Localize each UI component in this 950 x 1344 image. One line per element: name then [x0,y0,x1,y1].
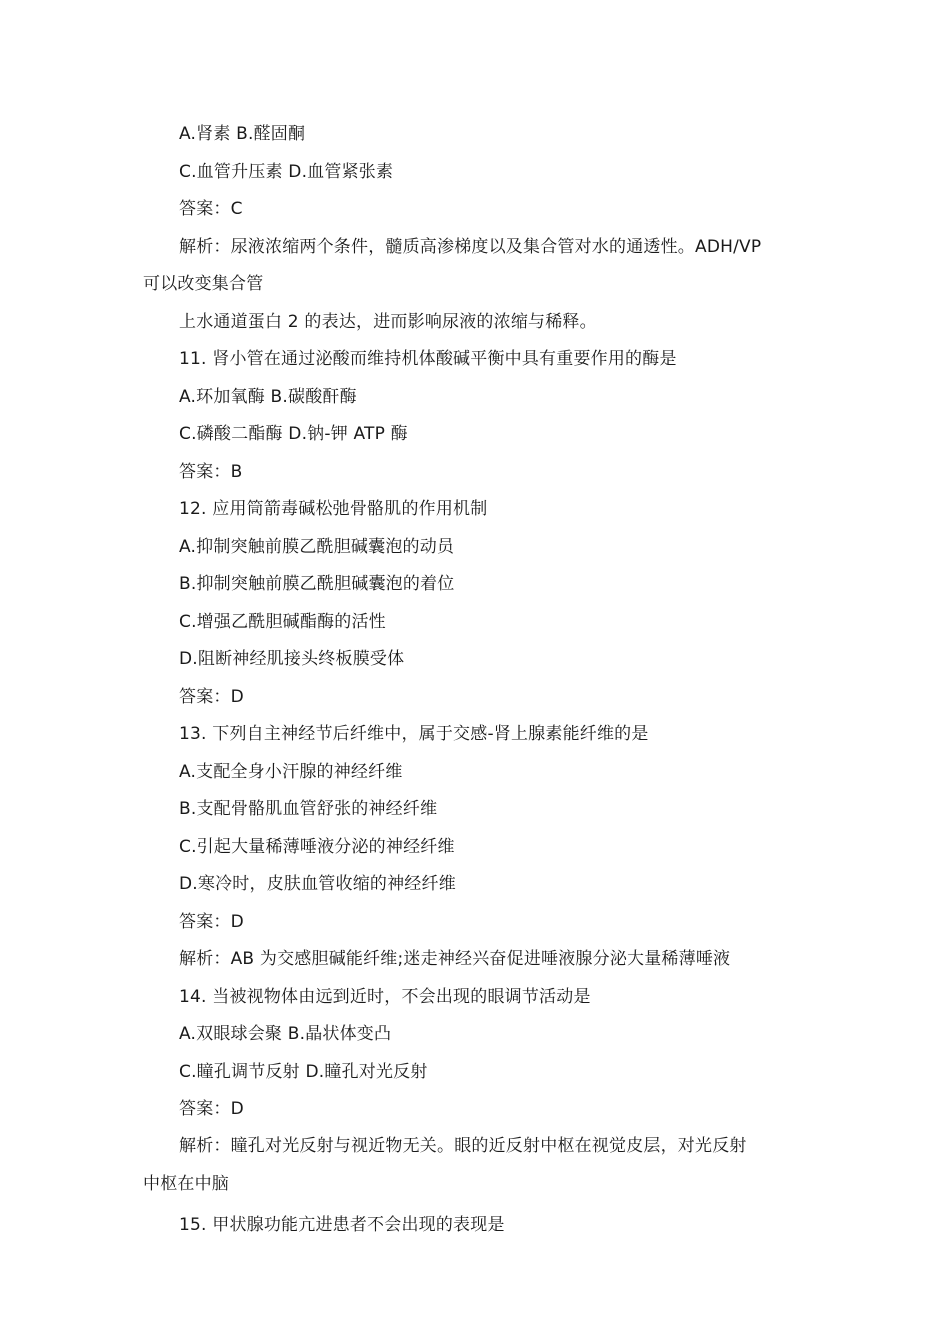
question-line: 12. 应用筒箭毒碱松弛骨骼肌的作用机制 [179,499,488,519]
option-line: C.瞳孔调节反射 D.瞳孔对光反射 [179,1062,428,1082]
explanation-line: 解析：尿液浓缩两个条件，髓质高渗梯度以及集合管对水的通透性。ADH/VP [179,237,762,257]
option-line: A.肾素 B.醛固酮 [179,124,306,144]
question-line: 11. 肾小管在通过泌酸而维持机体酸碱平衡中具有重要作用的酶是 [179,349,677,369]
option-line: D.寒冷时，皮肤血管收缩的神经纤维 [179,874,456,894]
option-line: A.抑制突触前膜乙酰胆碱囊泡的动员 [179,537,455,557]
option-line: C.引起大量稀薄唾液分泌的神经纤维 [179,837,455,857]
answer-line: 答案：D [179,1099,244,1119]
option-line: A.支配全身小汗腺的神经纤维 [179,762,403,782]
option-line: B.支配骨骼肌血管舒张的神经纤维 [179,799,438,819]
answer-line: 答案：D [179,687,244,707]
question-line: 13. 下列自主神经节后纤维中，属于交感-肾上腺素能纤维的是 [179,724,649,744]
explanation-line: 解析：瞳孔对光反射与视近物无关。眼的近反射中枢在视觉皮层，对光反射 [179,1136,747,1156]
answer-line: 答案：B [179,462,243,482]
explanation-continuation: 中枢在中脑 [143,1174,229,1194]
answer-line: 答案：D [179,912,244,932]
option-line: A.环加氧酶 B.碳酸酐酶 [179,387,357,407]
answer-line: 答案：C [179,199,243,219]
option-line: B.抑制突触前膜乙酰胆碱囊泡的着位 [179,574,455,594]
option-line: D.阻断神经肌接头终板膜受体 [179,649,405,669]
explanation-continuation: 可以改变集合管 [143,274,264,294]
option-line: C.磷酸二酯酶 D.钠-钾 ATP 酶 [179,424,408,444]
option-line: C.增强乙酰胆碱酯酶的活性 [179,612,386,632]
option-line: C.血管升压素 D.血管紧张素 [179,162,394,182]
option-line: A.双眼球会聚 B.晶状体变凸 [179,1024,392,1044]
explanation-line: 上水通道蛋白 2 的表达，进而影响尿液的浓缩与稀释。 [179,312,597,332]
question-line: 15. 甲状腺功能亢进患者不会出现的表现是 [179,1215,505,1235]
question-line: 14. 当被视物体由远到近时，不会出现的眼调节活动是 [179,987,591,1007]
explanation-line: 解析：AB 为交感胆碱能纤维;迷走神经兴奋促进唾液腺分泌大量稀薄唾液 [179,949,731,969]
